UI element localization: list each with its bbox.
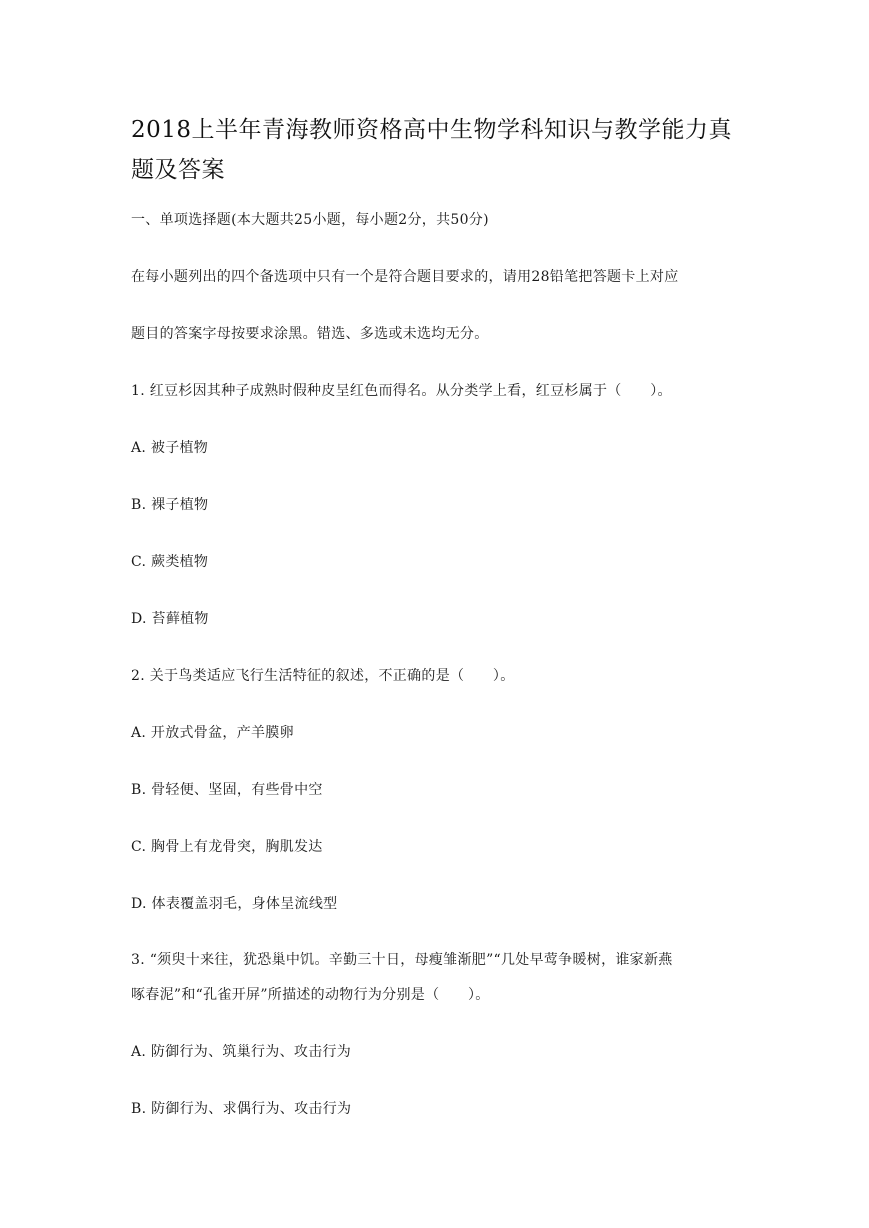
question-3-stem-line-1: 3. “须臾十来往，犹恐巢中饥。辛勤三十日，母瘦雏渐肥”“几处早莺争暖树，谁家新燕 bbox=[131, 952, 673, 968]
question-3-option-b: B. 防御行为、求偶行为、攻击行为 bbox=[131, 1101, 352, 1117]
question-1-option-b: B. 裸子植物 bbox=[131, 497, 209, 513]
section-heading: 一、单项选择题(本大题共25小题，每小题2分，共50分) bbox=[131, 212, 489, 228]
question-3-stem-line-2: 啄春泥”和“孔雀开屏”所描述的动物行为分别是（ ）。 bbox=[131, 987, 490, 1003]
document-title: 2018上半年青海教师资格高中生物学科知识与教学能力真题及答案 bbox=[131, 117, 733, 183]
question-3-option-a: A. 防御行为、筑巢行为、攻击行为 bbox=[131, 1044, 352, 1060]
question-2-option-b: B. 骨轻便、坚固，有些骨中空 bbox=[131, 782, 323, 798]
question-1-option-d: D. 苔藓植物 bbox=[131, 611, 209, 627]
question-2-option-a: A. 开放式骨盆，产羊膜卵 bbox=[131, 725, 294, 741]
question-1-option-a: A. 被子植物 bbox=[131, 440, 209, 456]
question-2-option-c: C. 胸骨上有龙骨突，胸肌发达 bbox=[131, 839, 323, 855]
question-1-stem: 1. 红豆杉因其种子成熟时假种皮呈红色而得名。从分类学上看，红豆杉属于（ ）。 bbox=[131, 383, 672, 399]
instructions-line-2: 题目的答案字母按要求涂黑。错选、多选或未选均无分。 bbox=[131, 326, 489, 342]
instructions-line-1: 在每小题列出的四个备选项中只有一个是符合题目要求的，请用28铅笔把答题卡上对应 bbox=[131, 269, 679, 285]
question-1-option-c: C. 蕨类植物 bbox=[131, 554, 209, 570]
question-2-stem: 2. 关于鸟类适应飞行生活特征的叙述，不正确的是（ ）。 bbox=[131, 668, 515, 684]
question-2-option-d: D. 体表覆盖羽毛，身体呈流线型 bbox=[131, 896, 338, 912]
